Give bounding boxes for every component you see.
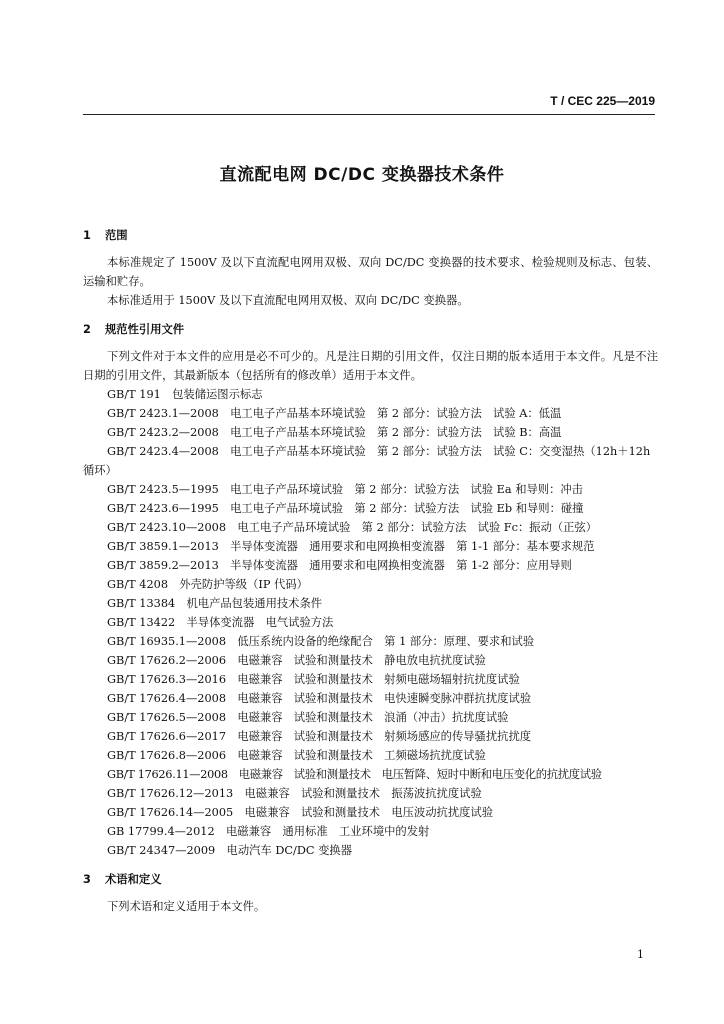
document-body	[83, 226, 658, 916]
section-2-title: 规范性引用文件	[105, 323, 185, 336]
reference-item: GB/T 191 包装储运图示标志	[107, 388, 263, 401]
section-1-paragraph-2: 本标准适用于 1500V 及以下直流配电网用双极、双向 DC/DC 变换器。	[107, 294, 469, 307]
reference-item: GB/T 17626.14—2005 电磁兼容 试验和测量技术 电压波动抗扰度试验	[107, 806, 494, 819]
reference-item: GB/T 17626.6—2017 电磁兼容 试验和测量技术 射频场感应的传导骚扰抗扰度	[107, 730, 532, 743]
reference-item: GB/T 17626.8—2006 电磁兼容 试验和测量技术 工频磁场抗扰度试验	[107, 749, 486, 762]
section-2-intro: 下列文件对于本文件的应用是必不可少的。凡是注日期的引用文件，仅注日期的版本适用于本文件。凡是不注日期的引用文件，其最新版本（包括所有的修改单）适用于本文件。	[83, 350, 658, 382]
reference-item: GB/T 17626.3—2016 电磁兼容 试验和测量技术 射频电磁场辐射抗扰度试验	[107, 673, 520, 686]
section-1-paragraph-1: 本标准规定了 1500V 及以下直流配电网用双极、双向 DC/DC 变换器的技术要求、检验规则及标志、包装、运输和贮存。	[83, 256, 658, 288]
reference-item: GB/T 17626.5—2008 电磁兼容 试验和测量技术 浪涌（冲击）抗扰度试验	[107, 711, 509, 724]
reference-item: GB/T 4208 外壳防护等级（IP 代码）	[107, 578, 308, 591]
reference-item: GB/T 24347—2009 电动汽车 DC/DC 变换器	[107, 844, 353, 857]
section-1-title: 范围	[105, 229, 128, 242]
section-1-number: 1	[83, 229, 91, 242]
document-id: T / CEC 225—2019	[550, 94, 655, 108]
reference-item: GB/T 17626.11—2008 电磁兼容 试验和测量技术 电压暂降、短时中断和电压变化的抗扰度试验	[107, 768, 602, 781]
section-2-heading	[83, 320, 658, 339]
reference-item: GB 17799.4—2012 电磁兼容 通用标准 工业环境中的发射	[107, 825, 430, 838]
section-3-intro: 下列术语和定义适用于本文件。	[107, 900, 266, 913]
reference-item: GB/T 13384 机电产品包装通用技术条件	[107, 597, 323, 610]
reference-item: GB/T 17626.12—2013 电磁兼容 试验和测量技术 振荡波抗扰度试验	[107, 787, 482, 800]
document-title: 直流配电网 DC/DC 变换器技术条件	[219, 165, 505, 185]
reference-item: GB/T 2423.10—2008 电工电子产品环境试验 第 2 部分：试验方法 试验 Fc：振动（正弦）	[107, 521, 598, 534]
section-1-heading	[83, 226, 658, 245]
reference-item: GB/T 2423.1—2008 电工电子产品基本环境试验 第 2 部分：试验方法 试验 A：低温	[107, 407, 562, 420]
header-rule	[83, 114, 655, 115]
reference-item: GB/T 3859.2—2013 半导体变流器 通用要求和电网换相变流器 第 1-2 部分：应用导则	[107, 559, 572, 572]
reference-list	[83, 385, 658, 860]
reference-item: GB/T 2423.5—1995 电工电子产品环境试验 第 2 部分：试验方法 试验 Ea 和导则：冲击	[107, 483, 583, 496]
section-2-number: 2	[83, 323, 91, 336]
reference-item: GB/T 2423.6—1995 电工电子产品环境试验 第 2 部分：试验方法 试验 Eb 和导则：碰撞	[107, 502, 584, 515]
section-3-heading	[83, 870, 658, 889]
reference-item: GB/T 3859.1—2013 半导体变流器 通用要求和电网换相变流器 第 1-1 部分：基本要求规范	[107, 540, 595, 553]
reference-item: GB/T 16935.1—2008 低压系统内设备的绝缘配合 第 1 部分：原理、要求和试验	[107, 635, 535, 648]
reference-item: GB/T 2423.2—2008 电工电子产品基本环境试验 第 2 部分：试验方法 试验 B：高温	[107, 426, 562, 439]
reference-item: GB/T 17626.2—2006 电磁兼容 试验和测量技术 静电放电抗扰度试验	[107, 654, 486, 667]
section-3-number: 3	[83, 873, 91, 886]
section-3-title: 术语和定义	[105, 873, 162, 886]
reference-item: GB/T 2423.4—2008 电工电子产品基本环境试验 第 2 部分：试验方法 试验 C：交变湿热（12h＋12h 循环）	[83, 445, 651, 477]
reference-item: GB/T 17626.4—2008 电磁兼容 试验和测量技术 电快速瞬变脉冲群抗扰度试验	[107, 692, 532, 705]
reference-item: GB/T 13422 半导体变流器 电气试验方法	[107, 616, 334, 629]
page-number: 1	[637, 948, 644, 961]
